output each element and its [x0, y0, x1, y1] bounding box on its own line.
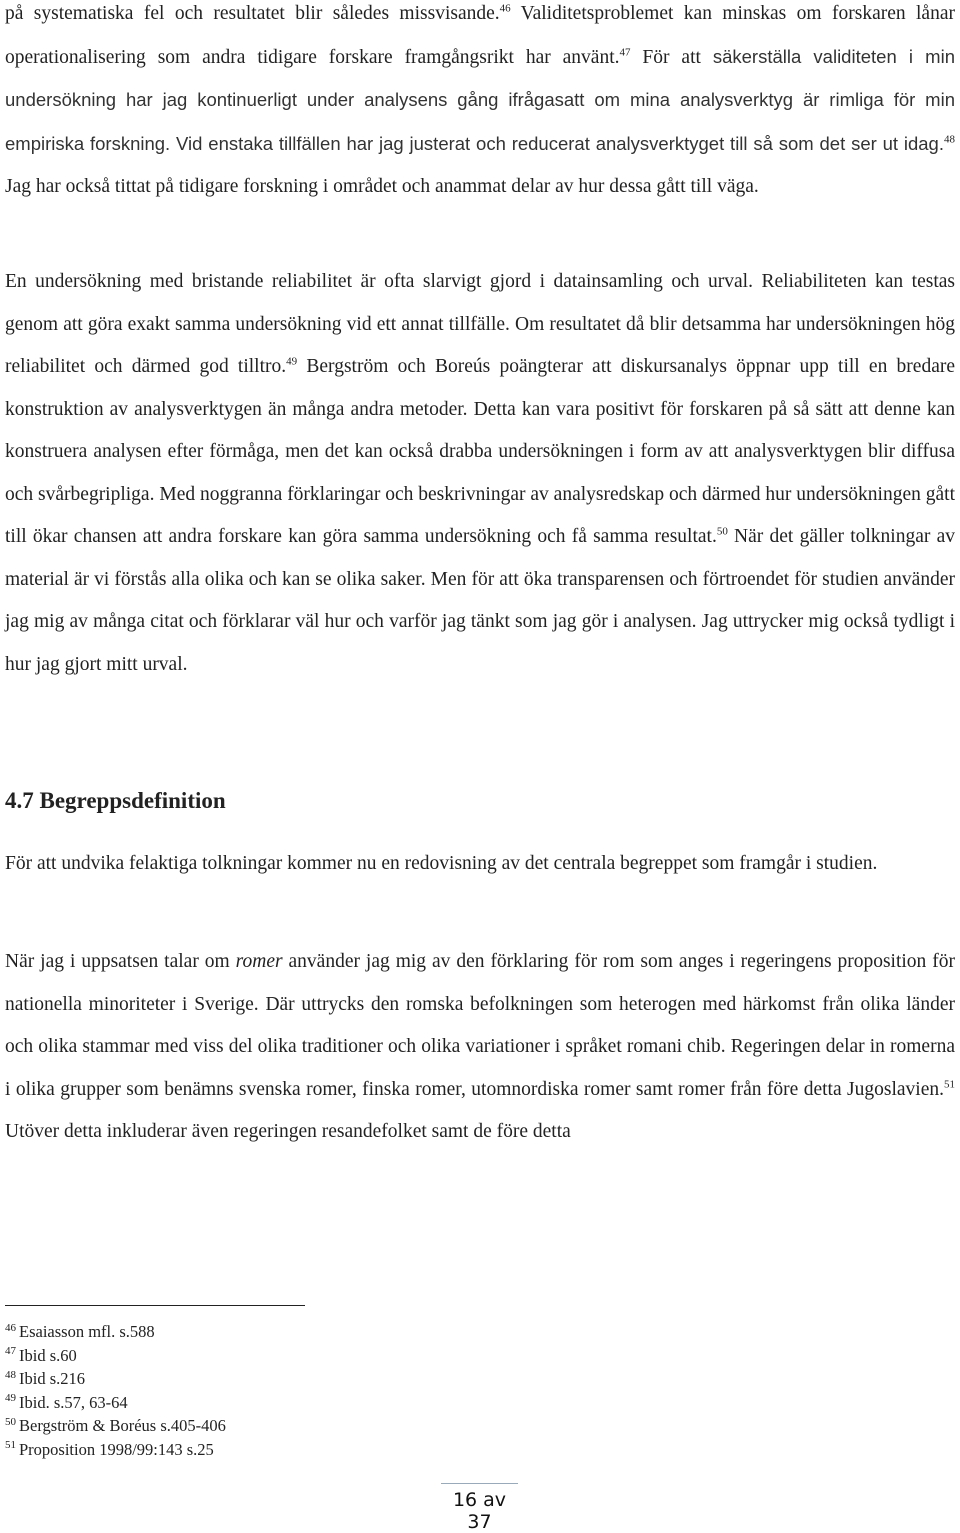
footnote-ref-47[interactable]: 47	[619, 46, 631, 58]
footnote-ref-48[interactable]: 48	[944, 133, 955, 145]
footnote-number: 51	[5, 1439, 16, 1451]
text-run: på systematiska fel och resultatet blir således missvisande.	[5, 3, 500, 24]
footnote-item	[5, 1391, 605, 1415]
footnote-ref-50[interactable]: 50	[716, 525, 728, 538]
text-run: använder jag mig av den förklaring för rom som anges i regeringens proposition för nationella minoriteter i Sverige. Där uttrycks den romska befolkningen som heterogen med härkomst från olika länder och olika stammar med viss del olika traditioner och olika variationer i språket romani chib. Regeringen delar in romerna i olika grupper som benämns svenska romer, finska romer, utomnordiska romer samt romer från före detta Jugoslavien.	[5, 951, 955, 1100]
paragraph-intro: För att undvika felaktiga tolkningar kommer nu en redovisning av det centrala begreppet som framgår i studien.	[5, 853, 878, 874]
text-run: Bergström och Boreús poängterar att diskursanalys öppnar upp till en bredare konstruktion av analysverktygen än många andra metoder. Detta kan vara positivt för forskaren på så sätt att denne kan konstruera analysen efter förmåga, men det kan också drabba undersökningen i form av att analysverktygen blir diffusa och svårbegripliga. Med noggranna förklaringar och beskrivningar av analysredskap och därmed hur undersökningen gått till ökar chansen att andra forskare kan göra samma undersökning och få samma resultat.	[5, 356, 956, 547]
footnote-item	[5, 1414, 605, 1438]
footnote-item	[5, 1438, 605, 1462]
text-run: Validitetsproblemet kan minskas om forskaren lånar operationalisering som andra tidigare forskare framgångsrikt har använt.	[5, 3, 955, 68]
footnote-separator	[5, 1305, 305, 1306]
footnote-ref-49[interactable]: 49	[286, 355, 298, 368]
footnote-number: 48	[5, 1368, 16, 1381]
footnote-text: Proposition 1998/99:143 s.25	[19, 1439, 214, 1459]
paragraph-definition	[5, 941, 955, 1154]
paragraph-validity	[5, 0, 955, 209]
footnote-item	[5, 1367, 605, 1391]
section-heading: 4.7 Begreppsdefinition	[5, 788, 226, 813]
footnote-number: 50	[5, 1415, 16, 1428]
footnote-number: 49	[5, 1392, 16, 1404]
footnote-item	[5, 1344, 605, 1368]
text-run: När det gäller tolkningar av material är vi förstås alla olika och kan se olika saker. Men för att öka transparensen och förtroendet för studien använder jag mig av många citat och förklarar väl hur och varför jag tänkt som jag gör i analysen. Jag uttrycker mig också tydligt i hur jag gjort mitt urval.	[5, 526, 955, 675]
text-run: En undersökning med bristande reliabilitet är ofta slarvigt gjord i datainsamling och urval. Reliabiliteten kan testas genom att göra exakt samma undersökning vid ett annat tillfälle. Om resultatet då blir detsamma har undersökningen hög reliabilitet och därmed god tilltro.	[5, 271, 955, 377]
page-number-rule	[441, 1483, 518, 1484]
footnote-text: Esaiasson mfl. s.588	[19, 1322, 155, 1341]
footnote-ref-51[interactable]: 51	[944, 1078, 955, 1090]
footnote-number: 46	[5, 1321, 16, 1334]
text-run: För att	[630, 46, 713, 68]
footnote-text: Ibid. s.57, 63-64	[19, 1392, 128, 1412]
page-number: 16 av 37	[452, 1489, 507, 1533]
footnote-text: Bergström & Boréus s.405-406	[19, 1416, 226, 1435]
footnote-number: 47	[5, 1345, 16, 1357]
text-run-sans: Vid enstaka tillfällen har jag justerat och reducerat analysverktyget till så som det ser ut idag.	[170, 132, 944, 154]
text-run-sans: säkerställa validiteten i min undersökning har jag kontinuerligt under analysens gång ifrågasatt om mina analysverktyg är rimliga för min empiriska forskning.	[5, 45, 955, 154]
text-run: När jag i uppsatsen talar om	[5, 951, 236, 972]
emphasis-term: romer	[235, 951, 283, 972]
footnote-text: Ibid s.60	[19, 1345, 77, 1365]
footnote-text: Ibid s.216	[19, 1369, 85, 1388]
footnote-item	[5, 1320, 605, 1344]
text-run: Jag har också tittat på tidigare forskning i området och anammat delar av hur dessa gått till väga.	[5, 176, 759, 197]
text-run: Utöver detta inkluderar även regeringen resandefolket samt de före detta	[5, 1121, 571, 1142]
footnote-list	[5, 1320, 605, 1461]
paragraph-reliability	[5, 261, 955, 686]
footnote-ref-46[interactable]: 46	[499, 2, 511, 15]
